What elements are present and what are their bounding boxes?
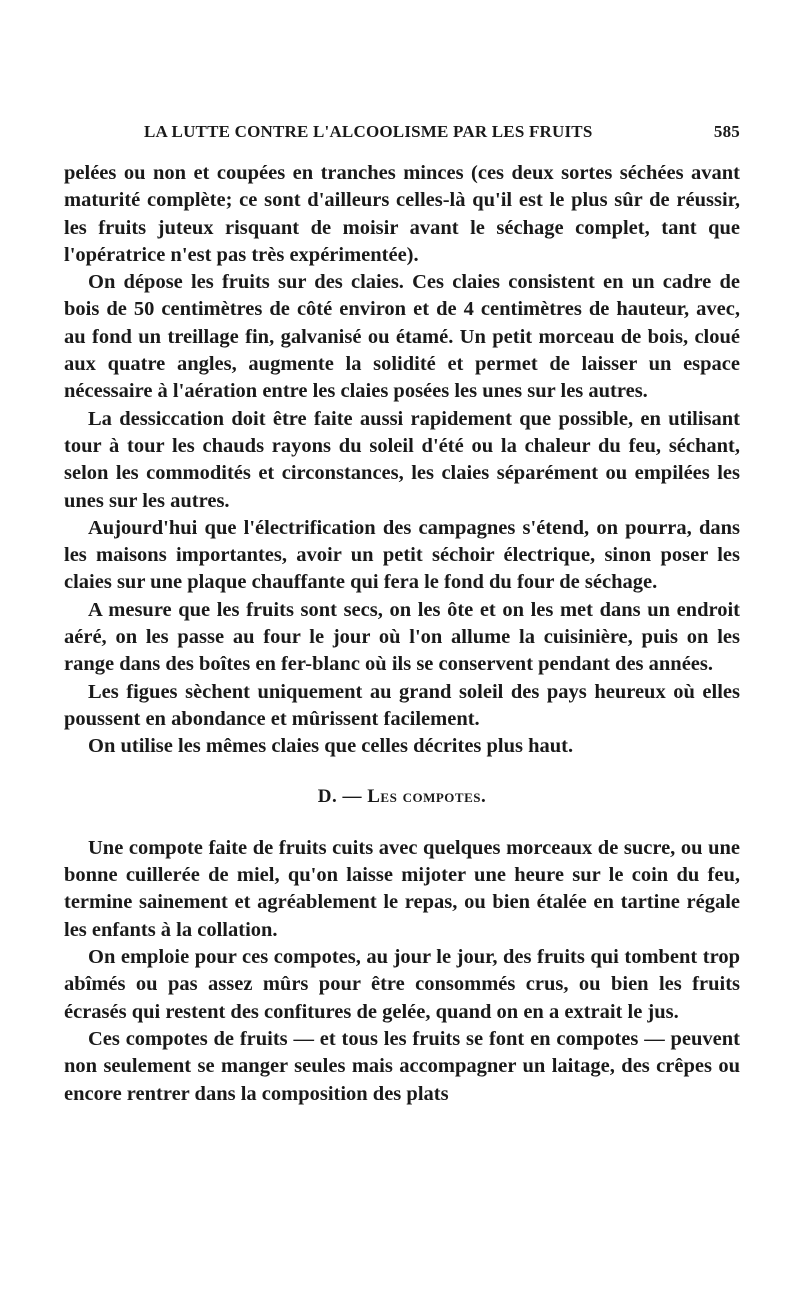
- book-page: [64, 112, 740, 1108]
- paragraph: Ces compotes de fruits — et tous les fruits se font en compotes — peuvent non seulement se manger seules mais accompagner un laitage, des crêpes ou encore rentrer dans la composition des plats: [64, 1027, 740, 1105]
- running-head: [64, 112, 740, 146]
- paragraph: On emploie pour ces compotes, au jour le jour, des fruits qui tombent trop abîmés ou pas assez mûrs pour être consommés crus, ou bien les fruits écrasés qui restent des confitures de gelée, quand on en a extrait le jus.: [64, 946, 740, 1023]
- section-title: Les compotes.: [367, 785, 487, 807]
- section-dash: —: [342, 785, 362, 807]
- paragraph: pelées ou non et coupées en tranches minces (ces deux sortes séchées avant maturité complète; ce sont d'ailleurs celles-là qu'il est le plus sûr de réussir, les fruits juteux risquant de moisir avant le séchage complet, tant que l'opératrice n'est pas très expérimentée).: [64, 162, 740, 266]
- body-text: [64, 160, 740, 1108]
- paragraph: On dépose les fruits sur des claies. Ces claies consistent en un cadre de bois de 50 centimètres de côté environ et de 4 centimètres de hauteur, avec, au fond un treillage fin, galvanisé ou étamé. Un petit morceau de bois, cloué aux quatre angles, augmente la solidité et permet de laisser un espace nécessaire à l'aération entre les claies posées les unes sur les autres.: [64, 271, 740, 403]
- section-heading: [64, 783, 740, 810]
- paragraph: Aujourd'hui que l'électrification des campagnes s'étend, on pourra, dans les maisons importantes, avoir un petit séchoir électrique, sinon poser les claies sur une plaque chauffante qui fera le fond du four de séchage.: [64, 516, 740, 594]
- section-letter: D.: [317, 785, 338, 807]
- paragraph: La dessiccation doit être faite aussi rapidement que possible, en utilisant tour à tour les chauds rayons du soleil d'été ou la chaleur du feu, séchant, selon les commodités et circonstances, les claies séparément ou empilées les unes sur les autres.: [64, 407, 740, 512]
- paragraph: A mesure que les fruits sont secs, on les ôte et on les met dans un endroit aéré, on les passe au four le jour où l'on allume la cuisinière, puis on les range dans des boîtes en fer-blanc où ils se conservent pendant des années.: [64, 598, 740, 676]
- paragraph: Les figues sèchent uniquement au grand soleil des pays heureux où elles poussent en abondance et mûrissent facilement.: [64, 680, 740, 730]
- page-number: 585: [713, 122, 740, 141]
- paragraph: Une compote faite de fruits cuits avec quelques morceaux de sucre, ou une bonne cuillerée de miel, qu'on laisse mijoter une heure sur le coin du feu, termine sainement et agréablement le repas, ou bien étalée en tartine régale les enfants à la collation.: [64, 836, 740, 941]
- paragraph: On utilise les mêmes claies que celles décrites plus haut.: [88, 735, 574, 758]
- running-title: LA LUTTE CONTRE L'ALCOOLISME PAR LES FRUITS: [144, 122, 593, 141]
